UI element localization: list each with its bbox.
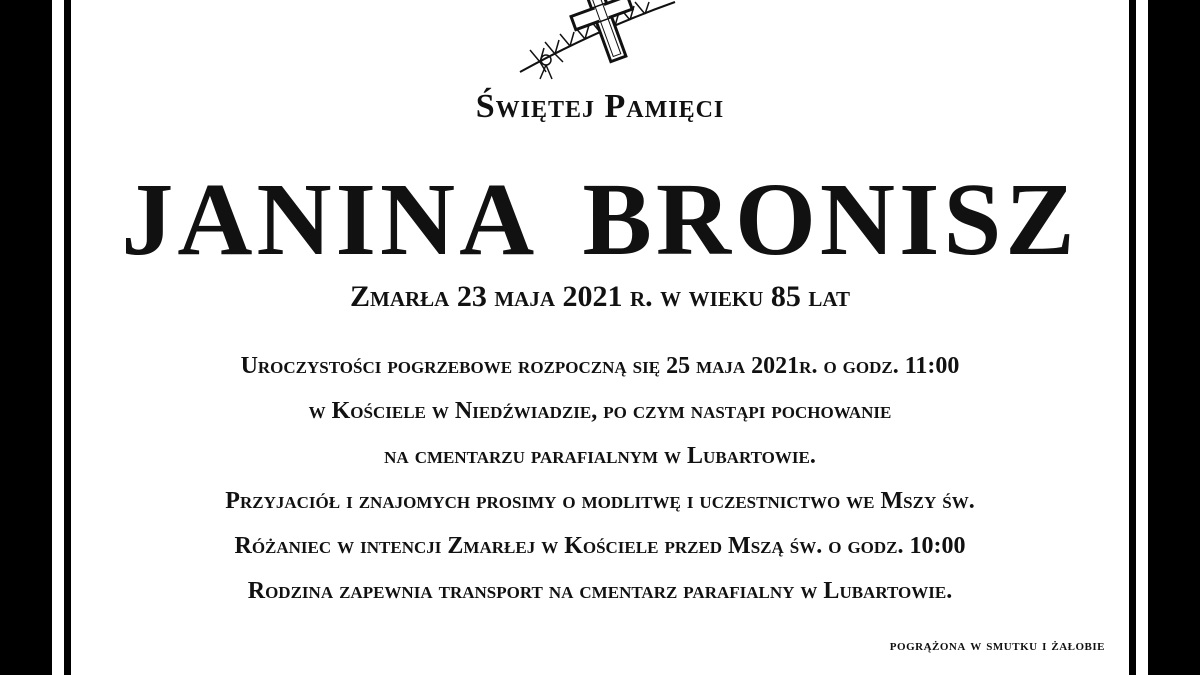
detail-line: na cmentarzu parafialnym w Lubartowie.: [384, 443, 816, 469]
detail-line: Rodzina zapewnia transport na cmentarz parafialny w Lubartowie.: [247, 578, 953, 604]
detail-line: Przyjaciół i znajomych prosimy o modlitwę i uczestnictwo we Mszy św.: [225, 488, 975, 514]
funeral-details: [0, 348, 1200, 618]
heading-in-memory: Świętej Pamięci: [475, 88, 725, 125]
cross-with-palm-branch-icon: [500, 0, 700, 88]
detail-line: Uroczystości pogrzebowe rozpoczną się 25 maja 2021r. o godz. 11:00: [240, 353, 960, 379]
deceased-name: JANINA BRONISZ: [121, 162, 1079, 277]
detail-line: w Kościele w Niedźwiadzie, po czym nastąpi pochowanie: [308, 398, 892, 424]
death-date-line: Zmarła 23 maja 2021 r. w wieku 85 lat: [350, 280, 850, 313]
detail-line: Różaniec w intencji Zmarłej w Kościele przed Mszą św. o godz. 10:00: [234, 533, 966, 559]
signature-line: pogrążona w smutku i żałobie: [889, 637, 1105, 654]
